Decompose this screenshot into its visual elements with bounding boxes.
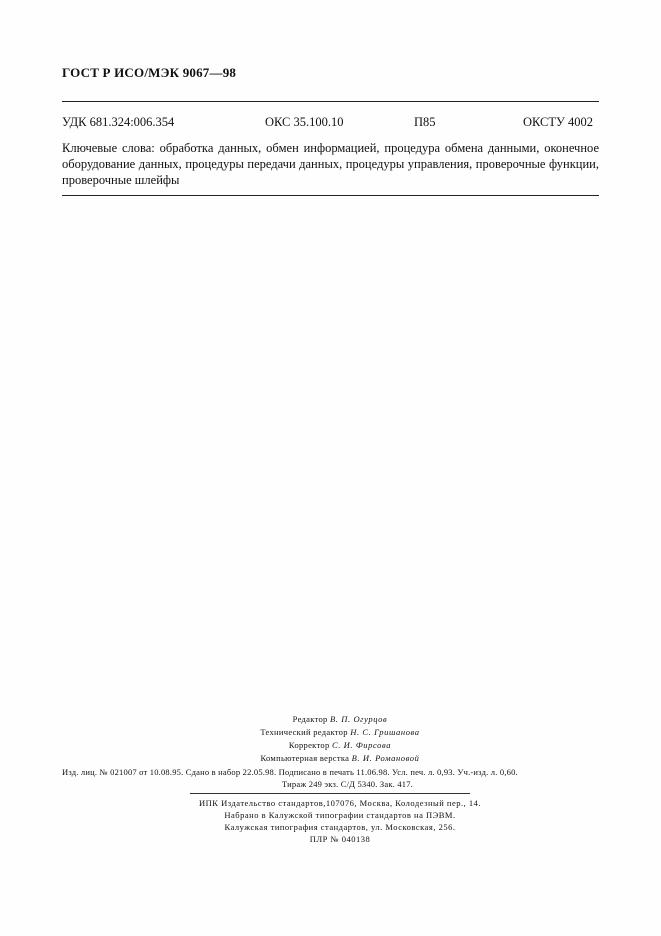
corrector-line — [160, 739, 520, 751]
top-divider — [62, 101, 599, 102]
layout-label: Компьютерная верстка — [260, 753, 350, 763]
layout-name: В. И. Романовой — [351, 753, 420, 763]
keywords-divider — [62, 195, 599, 196]
imprint-line-2: Тираж 249 экз. С/Д 5340. Зак. 417. — [282, 779, 413, 789]
corrector-name: С. И. Фирсова — [331, 740, 392, 750]
tech-editor-line — [160, 726, 520, 738]
group-code: П85 — [414, 115, 436, 129]
editor-label: Редактор — [292, 714, 328, 724]
editor-line — [160, 713, 520, 725]
okstu-code: ОКСТУ 4002 — [523, 115, 594, 129]
keywords-paragraph: Ключевые слова: обработка данных, обмен информацией, процедура обмена данными, оконечное оборудование данных, процедуры передачи данных, процедуры управления, проверочные функции, проверочные шлейфы — [62, 141, 599, 187]
udk-code: УДК 681.324:006.354 — [62, 115, 175, 129]
imprint-line-1: Изд. лиц. № 021007 от 10.08.95. Сдано в набор 22.05.98. Подписано в печать 11.06.98. Усл. печ. л. 0,93. Уч.-изд. л. 0,60. — [62, 767, 518, 777]
layout-line — [160, 752, 520, 764]
publisher-divider — [190, 793, 470, 794]
tech-editor-name: Н. С. Гришанова — [350, 727, 420, 737]
publisher-line-4: ПЛР № 040138 — [309, 834, 371, 844]
tech-editor-label: Технический редактор — [260, 727, 348, 737]
oks-code: ОКС 35.100.10 — [265, 115, 344, 129]
publisher-line-3: Калужская типография стандартов, ул. Московская, 256. — [224, 822, 456, 832]
publisher-line-2: Набрано в Калужской типографии стандартов на ПЭВМ. — [224, 810, 456, 820]
corrector-label: Корректор — [288, 740, 330, 750]
document-id: ГОСТ Р ИСО/МЭК 9067—98 — [62, 65, 237, 80]
editor-name: В. П. Огурцов — [330, 714, 388, 724]
publisher-line-1: ИПК Издательство стандартов,107076, Москва, Колодезный пер., 14. — [199, 798, 481, 808]
